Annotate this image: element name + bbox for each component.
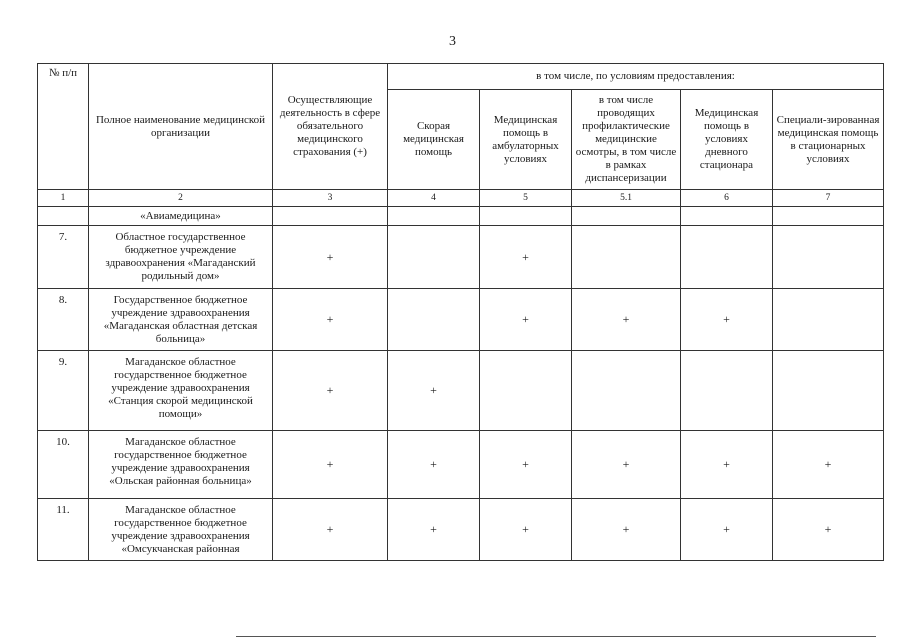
org-name: Государственное бюджетное учреждение здравоохранения «Магаданская областная детская больница» (89, 289, 273, 351)
continuation-row (38, 207, 884, 226)
cell-ambulatory: + (480, 226, 572, 289)
cell-prophylactic: + (572, 289, 681, 351)
header-emergency: Скорая медицинская помощь (388, 90, 480, 190)
page-bottom-rule (236, 636, 876, 637)
continuation-org-name: «Авиамедицина» (89, 207, 273, 226)
cell-oms: + (273, 226, 388, 289)
cell-inpatient: + (773, 499, 884, 561)
cell-emergency: + (388, 431, 480, 499)
org-name: Магаданское областное государственное бюджетное учреждение здравоохранения «Станция скорой медицинской помощи» (89, 351, 273, 431)
cell-day-hospital: + (681, 289, 773, 351)
row-number: 7. (38, 226, 89, 289)
cell-day-hospital (681, 351, 773, 431)
row-number: 11. (38, 499, 89, 561)
table-row (38, 499, 884, 561)
table-row (38, 431, 884, 499)
header-row-1 (38, 64, 884, 90)
cell-day-hospital: + (681, 499, 773, 561)
cell-oms: + (273, 431, 388, 499)
column-number: 1 (38, 190, 89, 207)
cell-emergency: + (388, 351, 480, 431)
header-ambulatory: Медицинская помощь в амбулаторных условиях (480, 90, 572, 190)
header-num: № п/п (38, 64, 89, 190)
medical-organizations-table (37, 63, 884, 561)
continuation-num (38, 207, 89, 226)
row-number: 8. (38, 289, 89, 351)
header-oms: Осуществляющие деятельность в сфере обязательного медицинского страхования (+) (273, 64, 388, 190)
cell-prophylactic: + (572, 431, 681, 499)
column-number: 6 (681, 190, 773, 207)
header-prophylactic: в том числе проводящих профилактические медицинские осмотры, в том числе в рамках диспансеризации (572, 90, 681, 190)
table-row (38, 351, 884, 431)
column-numbers-row (38, 190, 884, 207)
page-number: 3 (449, 34, 456, 49)
cell-ambulatory: + (480, 289, 572, 351)
row-number: 9. (38, 351, 89, 431)
column-number: 3 (273, 190, 388, 207)
org-name: Магаданское областное государственное бюджетное учреждение здравоохранения «Омсукчанская районная (89, 499, 273, 561)
cell-prophylactic: + (572, 499, 681, 561)
column-number: 7 (773, 190, 884, 207)
cell-prophylactic (572, 226, 681, 289)
cell-ambulatory: + (480, 431, 572, 499)
column-number: 5.1 (572, 190, 681, 207)
header-day-hospital: Медицинская помощь в условиях дневного стационара (681, 90, 773, 190)
cell-oms: + (273, 499, 388, 561)
cell-ambulatory: + (480, 499, 572, 561)
cell-day-hospital (681, 226, 773, 289)
cell-inpatient (773, 226, 884, 289)
column-number: 2 (89, 190, 273, 207)
cell-emergency (388, 226, 480, 289)
cell-day-hospital: + (681, 431, 773, 499)
cell-oms: + (273, 289, 388, 351)
header-org-name: Полное наименование медицинской организации (89, 64, 273, 190)
column-number: 4 (388, 190, 480, 207)
cell-oms: + (273, 351, 388, 431)
cell-ambulatory (480, 351, 572, 431)
org-name: Магаданское областное государственное бюджетное учреждение здравоохранения «Ольская районная больница» (89, 431, 273, 499)
cell-emergency (388, 289, 480, 351)
cell-inpatient (773, 351, 884, 431)
org-name: Областное государственное бюджетное учреждение здравоохранения «Магаданский родильный дом» (89, 226, 273, 289)
row-number: 10. (38, 431, 89, 499)
cell-inpatient (773, 289, 884, 351)
cell-emergency: + (388, 499, 480, 561)
cell-inpatient: + (773, 431, 884, 499)
header-inpatient: Специали-зированная медицинская помощь в стационарных условиях (773, 90, 884, 190)
header-group: в том числе, по условиям предоставления: (388, 64, 884, 90)
cell-prophylactic (572, 351, 681, 431)
column-number: 5 (480, 190, 572, 207)
table-row (38, 226, 884, 289)
table-row (38, 289, 884, 351)
